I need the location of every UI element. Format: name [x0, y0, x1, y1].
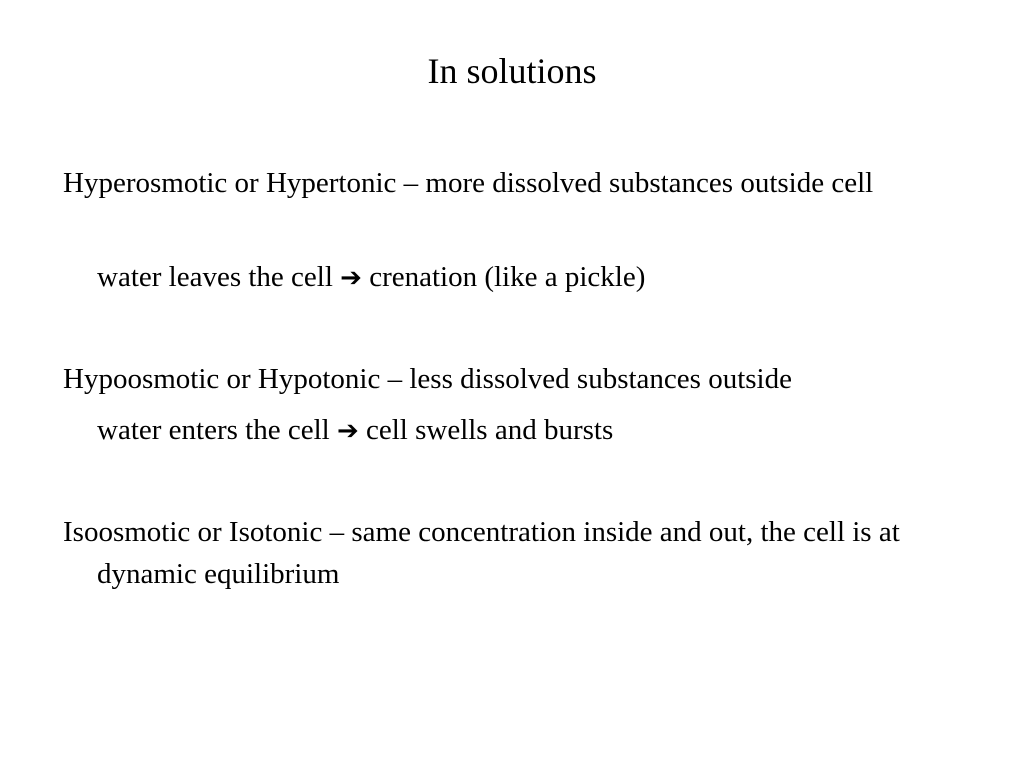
hypotonic-effect [97, 409, 977, 452]
hypotonic-effect-result: cell swells and bursts [365, 414, 614, 446]
right-arrow-icon: ➔ [340, 263, 362, 293]
slide-title: In solutions [427, 51, 597, 91]
hypotonic-definition: Hypoosmotic or Hypotonic – less dissolved substances outside [63, 363, 792, 395]
hypertonic-effect-result: crenation (like a pickle) [369, 261, 646, 293]
hypertonic-definition: Hyperosmotic or Hypertonic – more dissolved substances outside cell [63, 167, 874, 199]
hypertonic-effect [97, 256, 977, 299]
isotonic-definition: Isoosmotic or Isotonic – same concentration inside and out, the cell is at dynamic equilibrium [63, 516, 900, 590]
right-arrow-icon: ➔ [336, 416, 359, 446]
hypotonic-effect-cause: water enters the cell [97, 414, 330, 446]
hypertonic-effect-cause: water leaves the cell [97, 261, 333, 293]
